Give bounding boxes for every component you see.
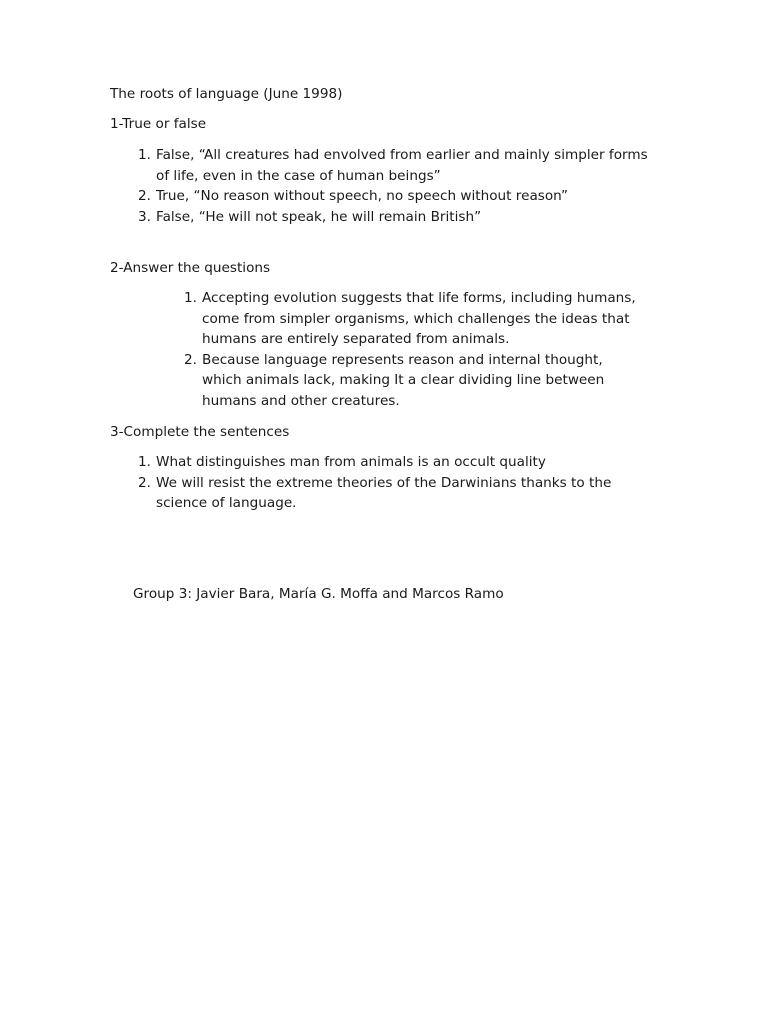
- list-item-number: 2.: [138, 474, 151, 491]
- list-item-number: 1.: [138, 454, 151, 470]
- list-item: [138, 452, 656, 473]
- group-credits: Group 3: Javier Bara, María G. Moffa and Marcos Ramo: [133, 586, 504, 602]
- list-item: [138, 473, 656, 514]
- list-item-number: 2.: [138, 188, 151, 204]
- list-item-text: True, “No reason without speech, no speech without reason”: [156, 188, 569, 204]
- complete-sentences-list: [138, 452, 656, 514]
- list-item-text: We will resist the extreme theories of the Darwinians thanks to the science of language.: [156, 474, 612, 511]
- answers-list: [184, 288, 642, 411]
- list-item-text: Accepting evolution suggests that life forms, including humans, come from simpler organisms, which challenges the ideas that humans are entirely separated from animals.: [202, 290, 636, 347]
- list-item: [138, 145, 656, 186]
- section-3-heading: 3-Complete the sentences: [110, 424, 290, 440]
- list-item: [138, 207, 656, 228]
- true-false-list: [138, 145, 656, 227]
- list-item-text: Because language represents reason and internal thought, which animals lack, making It a clear dividing line between humans and other creatures.: [202, 351, 605, 409]
- list-item: [138, 186, 656, 207]
- section-1-heading: 1-True or false: [110, 116, 207, 132]
- list-item-number: 1.: [184, 290, 197, 306]
- list-item-number: 2.: [184, 351, 197, 368]
- list-item: [184, 350, 642, 412]
- list-item-number: 3.: [138, 208, 151, 225]
- list-item-text: False, “He will not speak, he will remain British”: [156, 208, 482, 225]
- section-2-heading: 2-Answer the questions: [110, 260, 271, 276]
- document-title: The roots of language (June 1998): [110, 86, 343, 102]
- list-item-text: What distinguishes man from animals is an occult quality: [156, 454, 546, 470]
- list-item: [184, 288, 642, 350]
- list-item-number: 1.: [138, 147, 151, 163]
- list-item-text: False, “All creatures had envolved from earlier and mainly simpler forms of life, even in the case of human beings”: [156, 147, 648, 184]
